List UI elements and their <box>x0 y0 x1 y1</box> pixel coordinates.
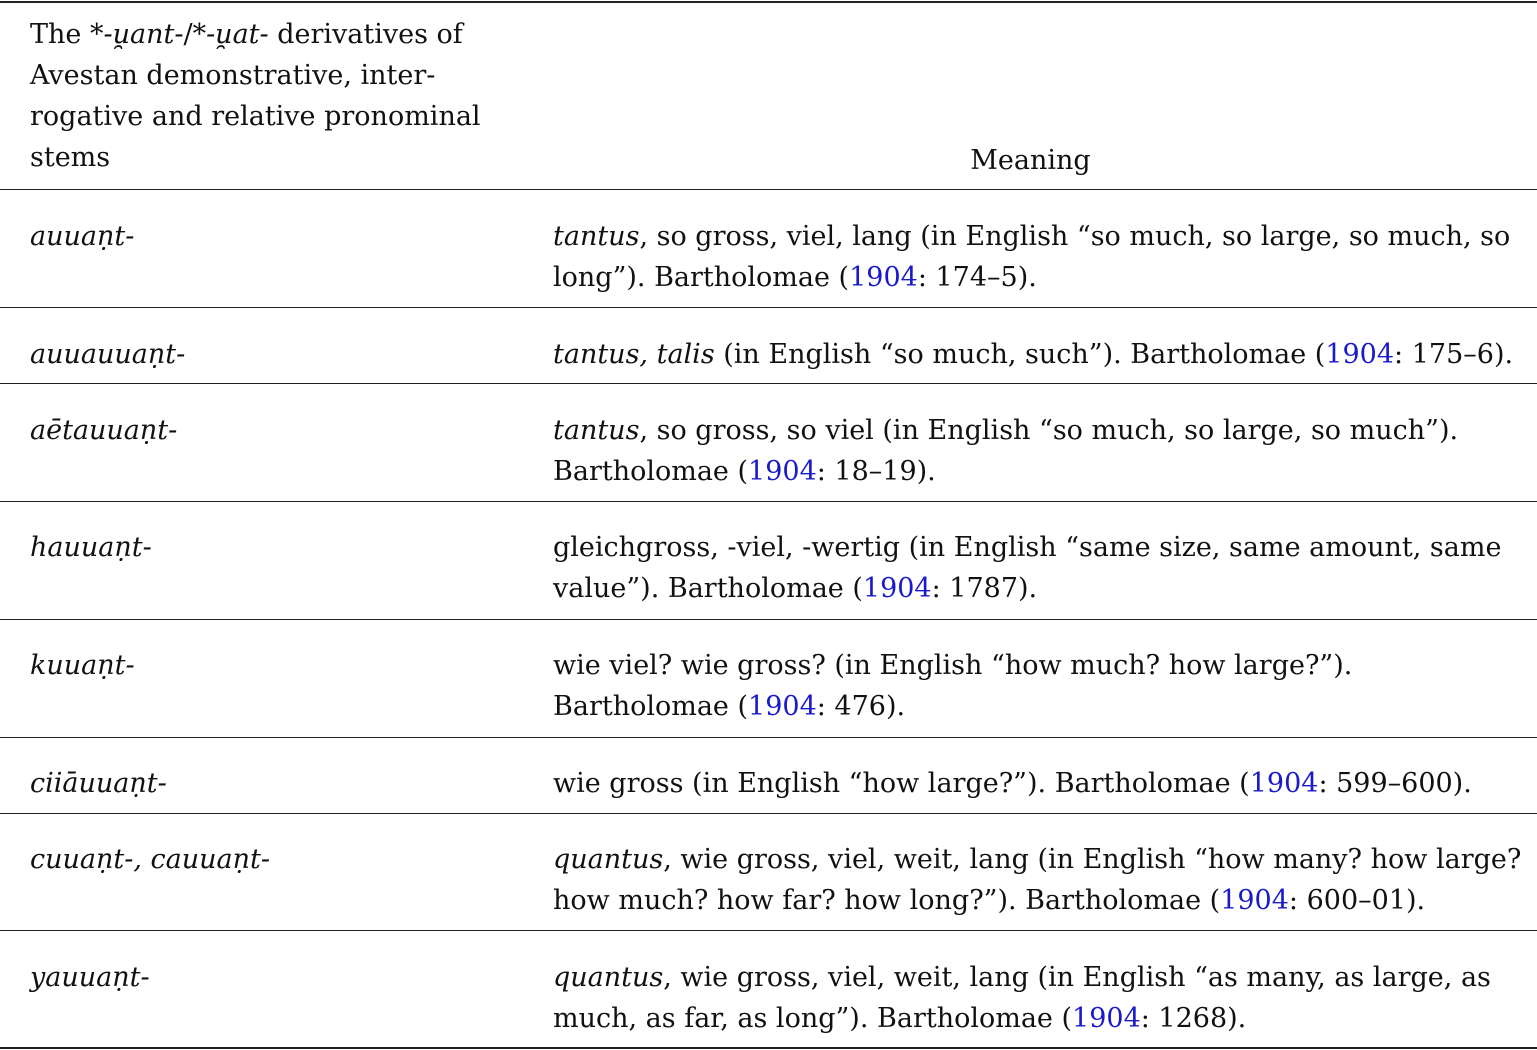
header-line: Avestan demonstrative, inter- <box>30 60 436 91</box>
citation-link[interactable]: 1904 <box>748 691 817 722</box>
meaning-cell <box>553 334 1513 375</box>
stem-term: auuauuaṇt- <box>30 339 186 370</box>
header-rule <box>0 189 1537 190</box>
row-divider <box>0 813 1537 814</box>
meaning-cell <box>553 839 1521 921</box>
meaning-line: Bartholomae (1904: 18–19). <box>553 456 936 487</box>
meaning-line: gleichgross, -viel, -wertig (in English “same size, same amount, same <box>553 532 1502 563</box>
stem-term: ciiāuuaṇt- <box>30 768 167 799</box>
stem-term: yauuaṇt- <box>30 962 150 993</box>
bottom-rule <box>0 1047 1537 1049</box>
meaning-line: much, as far, as long”). Bartholomae (1904: 1268). <box>553 1003 1247 1034</box>
citation-link[interactable]: 1904 <box>862 573 932 604</box>
citation-link[interactable]: 1904 <box>1220 885 1289 916</box>
meaning-line: value”). Bartholomae (1904: 1787). <box>553 573 1038 604</box>
stem-term: hauuaṇt- <box>30 532 152 563</box>
header-meaning-column: Meaning <box>970 145 1091 176</box>
meaning-line: quantus, wie gross, viel, weit, lang (in English “how many? how large? <box>553 844 1522 875</box>
citation-link[interactable]: 1904 <box>1072 1003 1141 1034</box>
meaning-line: long”). Bartholomae (1904: 174–5). <box>553 262 1037 293</box>
row-divider <box>0 501 1537 502</box>
meaning-line: quantus, wie gross, viel, weit, lang (in English “as many, as large, as <box>553 962 1491 993</box>
row-divider <box>0 930 1537 931</box>
meaning-cell <box>553 763 1472 804</box>
header-stem-column <box>30 14 481 178</box>
meaning-line: tantus, so gross, viel, lang (in English “so much, so large, so much, so <box>553 221 1511 252</box>
meaning-line: tantus, so gross, so viel (in English “so much, so large, so much”). <box>553 415 1459 446</box>
citation-link[interactable]: 1904 <box>748 456 817 487</box>
header-line: rogative and relative pronominal <box>30 101 481 132</box>
stem-term: aētauuaṇt- <box>30 415 178 446</box>
row-divider <box>0 383 1537 384</box>
stem-term: kuuaṇt- <box>30 650 135 681</box>
meaning-cell <box>553 527 1501 609</box>
meaning-line: wie viel? wie gross? (in English “how much? how large?”). <box>553 650 1353 681</box>
top-rule <box>0 1 1537 3</box>
stem-term: cuuaṇt-, cauuaṇt- <box>30 844 270 875</box>
meaning-line: Bartholomae (1904: 476). <box>553 691 906 722</box>
meaning-cell <box>553 645 1352 727</box>
row-divider <box>0 737 1537 738</box>
citation-link[interactable]: 1904 <box>1325 339 1395 370</box>
citation-link[interactable]: 1904 <box>849 262 918 293</box>
meaning-cell <box>553 216 1510 298</box>
meaning-cell <box>553 957 1491 1039</box>
meaning-line: how much? how far? how long?”). Bartholomae (1904: 600–01). <box>553 885 1426 916</box>
stem-term: auuaṇt- <box>30 221 135 252</box>
citation-link[interactable]: 1904 <box>1249 768 1319 799</box>
header-line: The *-u̯ant-/*-u̯at- derivatives of <box>30 19 463 50</box>
meaning-line: wie gross (in English “how large?”). Bartholomae (1904: 599–600). <box>553 768 1472 799</box>
meaning-cell <box>553 410 1458 492</box>
row-divider <box>0 307 1537 308</box>
header-line: stems <box>30 142 111 173</box>
meaning-line: tantus, talis (in English “so much, such”). Bartholomae (1904: 175–6). <box>553 339 1514 370</box>
row-divider <box>0 619 1537 620</box>
